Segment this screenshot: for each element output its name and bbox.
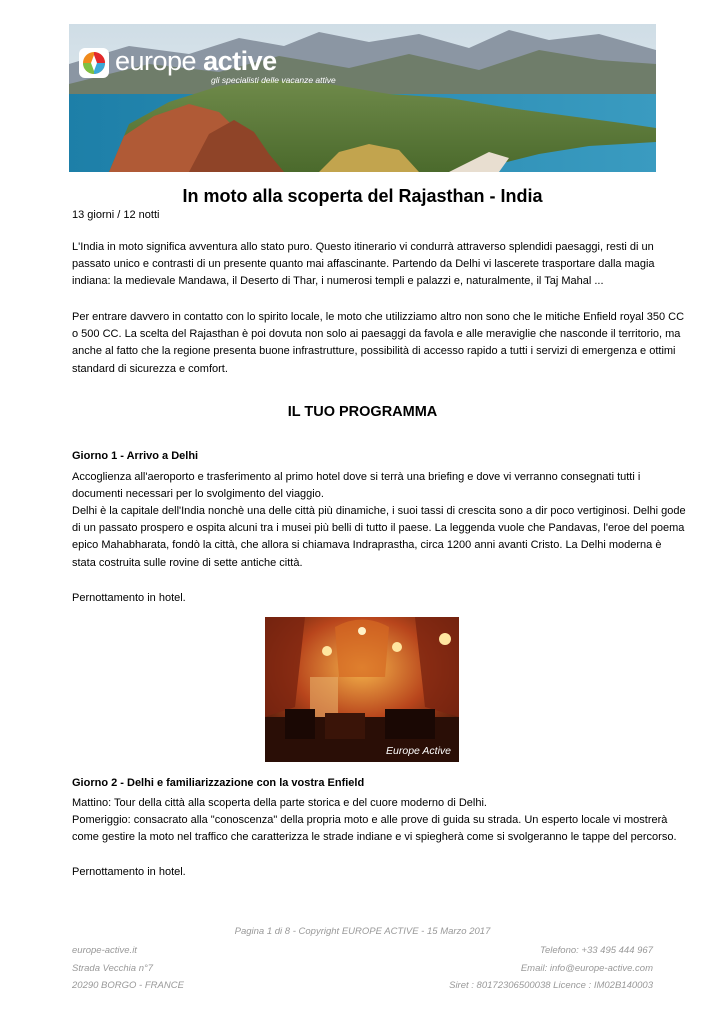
footer-street: Strada Vecchia n°7 (72, 962, 154, 974)
brand-tagline: gli specialisti delle vacanze attive (211, 75, 336, 85)
footer-phone: Telefono: +33 495 444 967 (540, 945, 653, 956)
intro-paragraph-1: L'India in moto significa avventura allo stato puro. Questo itinerario vi condurrà attraverso splendidi paesaggi, resti di un passato unico e contrasti di un presente quanto mai affascinante. Partendo da Delhi vi lascerete trasportare dalla magia indiana: la medievale Mandawa, il Deserto di Thar, i numerosi templi e palazzi e, naturalmente, il Taj Mahal ... (72, 241, 655, 288)
footer-contacts (449, 942, 653, 995)
day-2-paragraph-1: Mattino: Tour della città alla scoperta della parte storica e del cuore moderno di Delhi. (72, 797, 487, 809)
footer-page-info: Pagina 1 di 8 - Copyright EUROPE ACTIVE - 15 Marzo 2017 (234, 926, 491, 937)
footer-city: 20290 BORGO - FRANCE (72, 980, 184, 991)
restaurant-photo (265, 617, 459, 762)
footer-website[interactable]: europe-active.it (72, 945, 137, 956)
brand-name-light: europe (115, 46, 204, 76)
day-2-overnight: Pernottamento in hotel. (72, 866, 186, 878)
day-1-paragraph-2: Delhi è la capitale dell'India nonchè una delle città più dinamiche, i suoi tassi di crescita sono a dir poco vertiginosi. Delhi gode di un passato prospero e ospita alcuni tra i musei più belli di tutto il paese. La leggenda vuole che Pandavas, l'eroe del poema epico Mahabharata, fondò la città, che allora si chiamava Indraprastha, circa 1200 anni avanti Cristo. La Delhi moderna è stata costruita sulle rovine di sette antiche città. (72, 505, 686, 569)
footer-siret: Siret : 80172306500038 Licence : IM02B140003 (449, 980, 653, 991)
day-1-paragraph-1: Accoglienza all'aeroporto e trasferimento al primo hotel dove si terrà una briefing e dove vi verranno consegnati tutti i documenti necessari per lo svolgimento del viaggio. (72, 471, 641, 501)
photo-watermark: Europe Active (386, 745, 451, 757)
trip-duration: 13 giorni / 12 notti (72, 209, 160, 221)
brand-logo (79, 48, 336, 85)
day-1-title: Giorno 1 - Arrivo a Delhi (72, 450, 199, 462)
program-heading: IL TUO PROGRAMMA (287, 404, 438, 420)
day-2-paragraph-2: Pomeriggio: consacrato alla "conoscenza" della propria moto e alle prove di guida su strada. Un esperto locale vi mostrerà come gestire la moto nel traffico che caratterizza le strade indiane e vi spiegherà come si svolgeranno le tappe del percorso. (72, 814, 677, 844)
restaurant-interior-image (265, 617, 459, 762)
day-1-overnight: Pernottamento in hotel. (72, 592, 186, 604)
footer-email[interactable]: Email: info@europe-active.com (520, 962, 653, 974)
compass-logo-icon (79, 48, 109, 78)
day-2-title: Giorno 2 - Delhi e familiarizzazione con la vostra Enfield (72, 777, 365, 789)
brand-name (115, 48, 336, 75)
page-title: In moto alla scoperta del Rajasthan - India (182, 186, 543, 206)
footer-address (72, 942, 184, 995)
intro-paragraph-2: Per entrare davvero in contatto con lo spirito locale, le moto che utilizziamo altro non sono che le mitiche Enfield royal 350 CC o 500 CC. La scelta del Rajasthan è poi dovuta non solo ai paesaggi da favola e alle meraviglie che nasconde il territorio, ma anche al fatto che la regione presenta buone infrastrutture, possibilità di accesso rapido a tutti i servizi di emergenza e ottimi standard di sicurezza e comfort. (72, 311, 685, 375)
brand-name-bold: active (203, 46, 277, 76)
